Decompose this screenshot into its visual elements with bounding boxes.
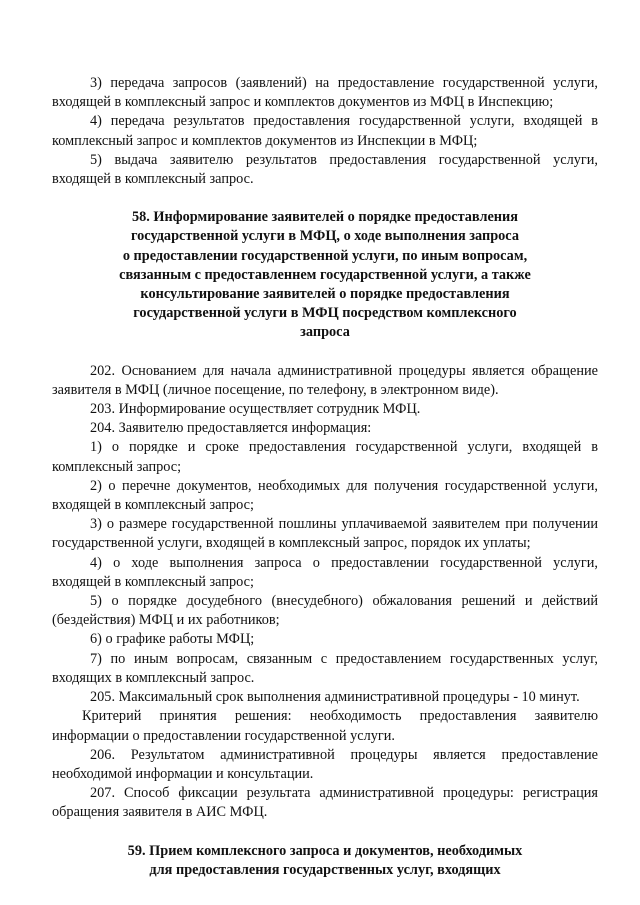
list-item: 4) передача результатов предоставления государственной услуги, входящей в комплексный запрос и комплектов документов из Инспекции в МФЦ; <box>52 113 598 149</box>
list-item: 7) по иным вопросам, связанным с предоставлением государственных услуг, входящих в комплексный запрос. <box>52 650 598 686</box>
section-59-heading <box>52 842 598 880</box>
list-item: 1) о порядке и сроке предоставления государственной услуги, входящей в комплексный запрос; <box>52 439 598 475</box>
list-item: 6) о графике работы МФЦ; <box>90 631 255 648</box>
list-item: 3) передача запросов (заявлений) на предоставление государственной услуги, входящей в комплексный запрос и комплектов документов из МФЦ в Инспекцию; <box>52 75 598 111</box>
criterion-paragraph: Критерий принятия решения: необходимость предоставления заявителю информации о предоставлении государственной услуги. <box>52 708 598 744</box>
paragraph-202: 202. Основанием для начала административной процедуры является обращение заявителя в МФЦ (личное посещение, по телефону, в электронном виде). <box>52 362 598 398</box>
paragraph-207: 207. Способ фиксации результата административной процедуры: регистрация обращения заявителя в АИС МФЦ. <box>52 785 598 821</box>
paragraph-206: 206. Результатом административной процедуры является предоставление необходимой информации и консультации. <box>52 746 598 782</box>
heading-line: о предоставлении государственной услуги, по иным вопросам, <box>122 247 528 264</box>
heading-line: 58. Информирование заявителей о порядке предоставления <box>131 209 519 226</box>
heading-line: 59. Прием комплексного запроса и документов, необходимых <box>127 842 523 859</box>
heading-line: консультирование заявителей о порядке предоставления <box>140 286 510 303</box>
list-item: 4) о ходе выполнения запроса о предоставлении государственной услуги, входящей в комплексный запрос; <box>52 554 598 590</box>
paragraph-204: 204. Заявителю предоставляется информация: <box>90 420 372 437</box>
document-page <box>52 74 598 880</box>
list-item: 2) о перечне документов, необходимых для получения государственной услуги, входящей в комплексный запрос; <box>52 477 598 514</box>
heading-line: запроса <box>300 324 350 341</box>
heading-line: государственной услуги в МФЦ, о ходе выполнения запроса <box>131 228 519 245</box>
section-58-heading <box>52 208 598 342</box>
list-item: 5) выдача заявителю результатов предоставления государственной услуги, входящей в комплексный запрос. <box>52 151 598 188</box>
heading-line: связанным с предоставленнем государственной услуги, а также <box>119 266 531 283</box>
paragraph-203: 203. Информирование осуществляет сотрудник МФЦ. <box>90 401 421 418</box>
heading-line: для предоставления государственных услуг, входящих <box>149 861 501 878</box>
list-item: 5) о порядке досудебного (внесудебного) обжалования решений и действий (бездействия) МФЦ и их работников; <box>52 593 598 629</box>
heading-line: государственной услуги в МФЦ посредством комплексного <box>133 305 517 322</box>
paragraph-205: 205. Максимальный срок выполнения административной процедуры - 10 минут. <box>90 689 580 706</box>
list-item: 3) о размере государственной пошлины уплачиваемой заявителем при получении государственной услуги, входящей в комплексный запрос, порядок их уплаты; <box>52 516 598 552</box>
